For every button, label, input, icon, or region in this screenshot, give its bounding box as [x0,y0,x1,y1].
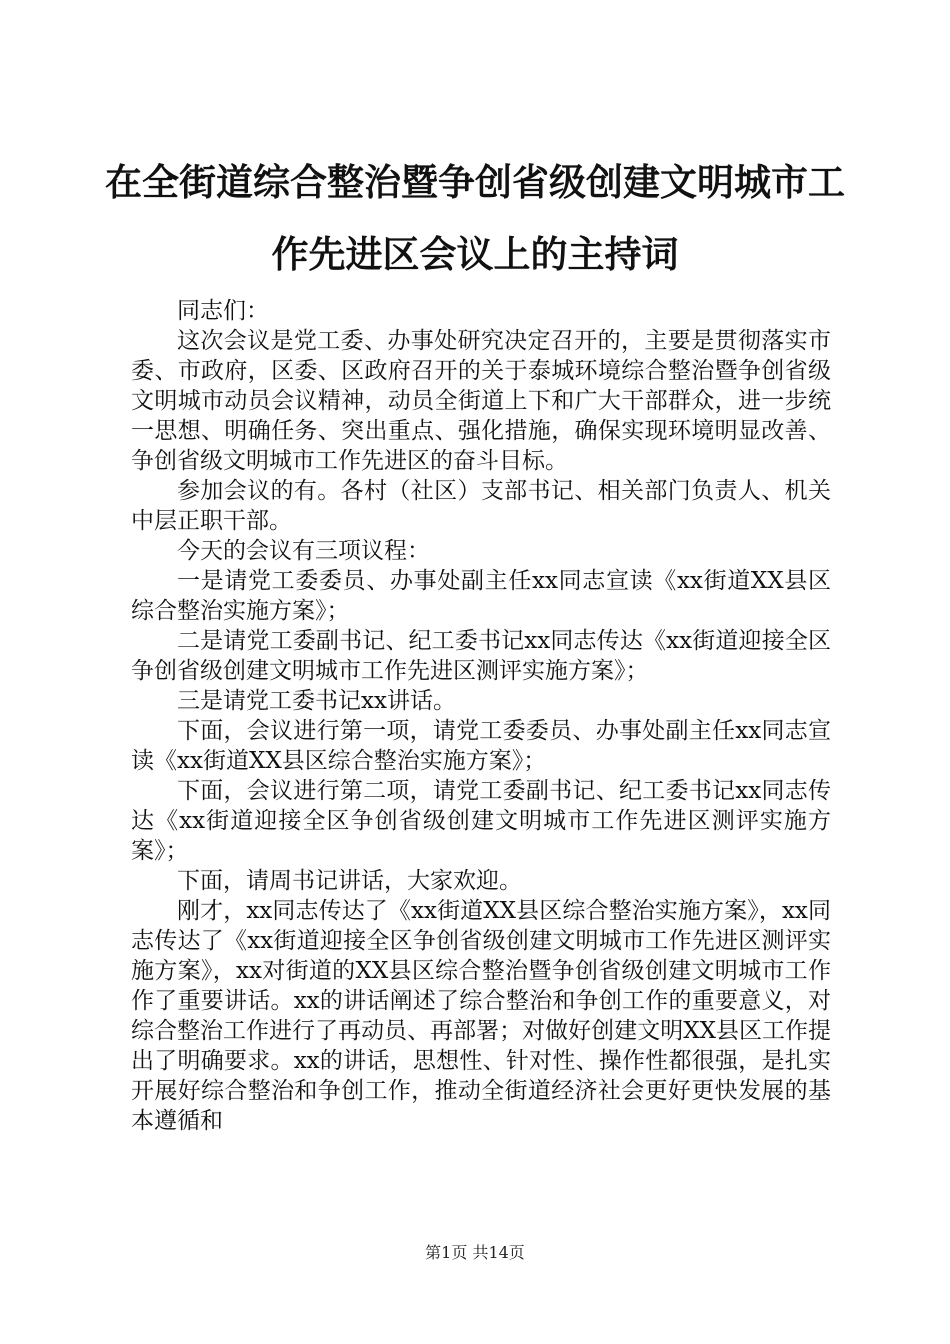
paragraph: 下面，会议进行第二项，请党工委副书记、纪工委书记xx同志传达《xx街道迎接全区争创省级创建文明城市工作先进区测评实施方案》； [131,778,831,864]
paragraph: 二是请党工委副书记、纪工委书记xx同志传达《xx街道迎接全区争创省级创建文明城市工作先进区测评实施方案》； [131,628,831,684]
paragraph: 一是请党工委委员、办事处副主任xx同志宣读《xx街道XX县区综合整治实施方案》； [131,568,831,624]
paragraph: 下面，会议进行第一项，请党工委委员、办事处副主任xx同志宣读《xx街道XX县区综合整治实施方案》； [131,718,831,774]
document-title-line-1: 在全街道综合整治暨争创省级创建文明城市工 [105,161,845,204]
paragraph: 今天的会议有三项议程： [177,538,430,564]
paragraph: 刚才，xx同志传达了《xx街道XX县区综合整治实施方案》，xx同志传达了《xx街道迎接全区争创省级创建文明城市工作先进区测评实施方案》，xx对街道的XX县区综合整治暨争创省级创建文明城市工作作了重要讲话。xx的讲话阐述了综合整治和争创工作的重要意义，对综合整治工作进行了再动员、再部署；对做好创建文明XX县区工作提出了明确要求。xx的讲话，思想性、针对性、操作性都很强，是扎实开展好综合整治和争创工作，推动全街道经济社会更好更快发展的基本遵循和 [131,898,831,1134]
paragraph: 同志们： [177,298,269,324]
paragraph: 这次会议是党工委、办事处研究决定召开的，主要是贯彻落实市委、市政府，区委、区政府召开的关于泰城环境综合整治暨争创省级文明城市动员会议精神，动员全街道上下和广大干部群众，进一步统一思想、明确任务、突出重点、强化措施，确保实现环境明显改善、争创省级文明城市工作先进区的奋斗目标。 [131,328,831,474]
paragraph: 三是请党工委书记xx讲话。 [177,688,456,714]
document-body [131,296,831,1136]
document-title-line-2: 作先进区会议上的主持词 [271,233,679,276]
paragraph: 下面，请周书记讲话，大家欢迎。 [177,868,522,894]
page-footer: 第1页 共14页 [425,1243,525,1262]
paragraph: 参加会议的有。各村（社区）支部书记、相关部门负责人、机关中层正职干部。 [131,478,831,534]
